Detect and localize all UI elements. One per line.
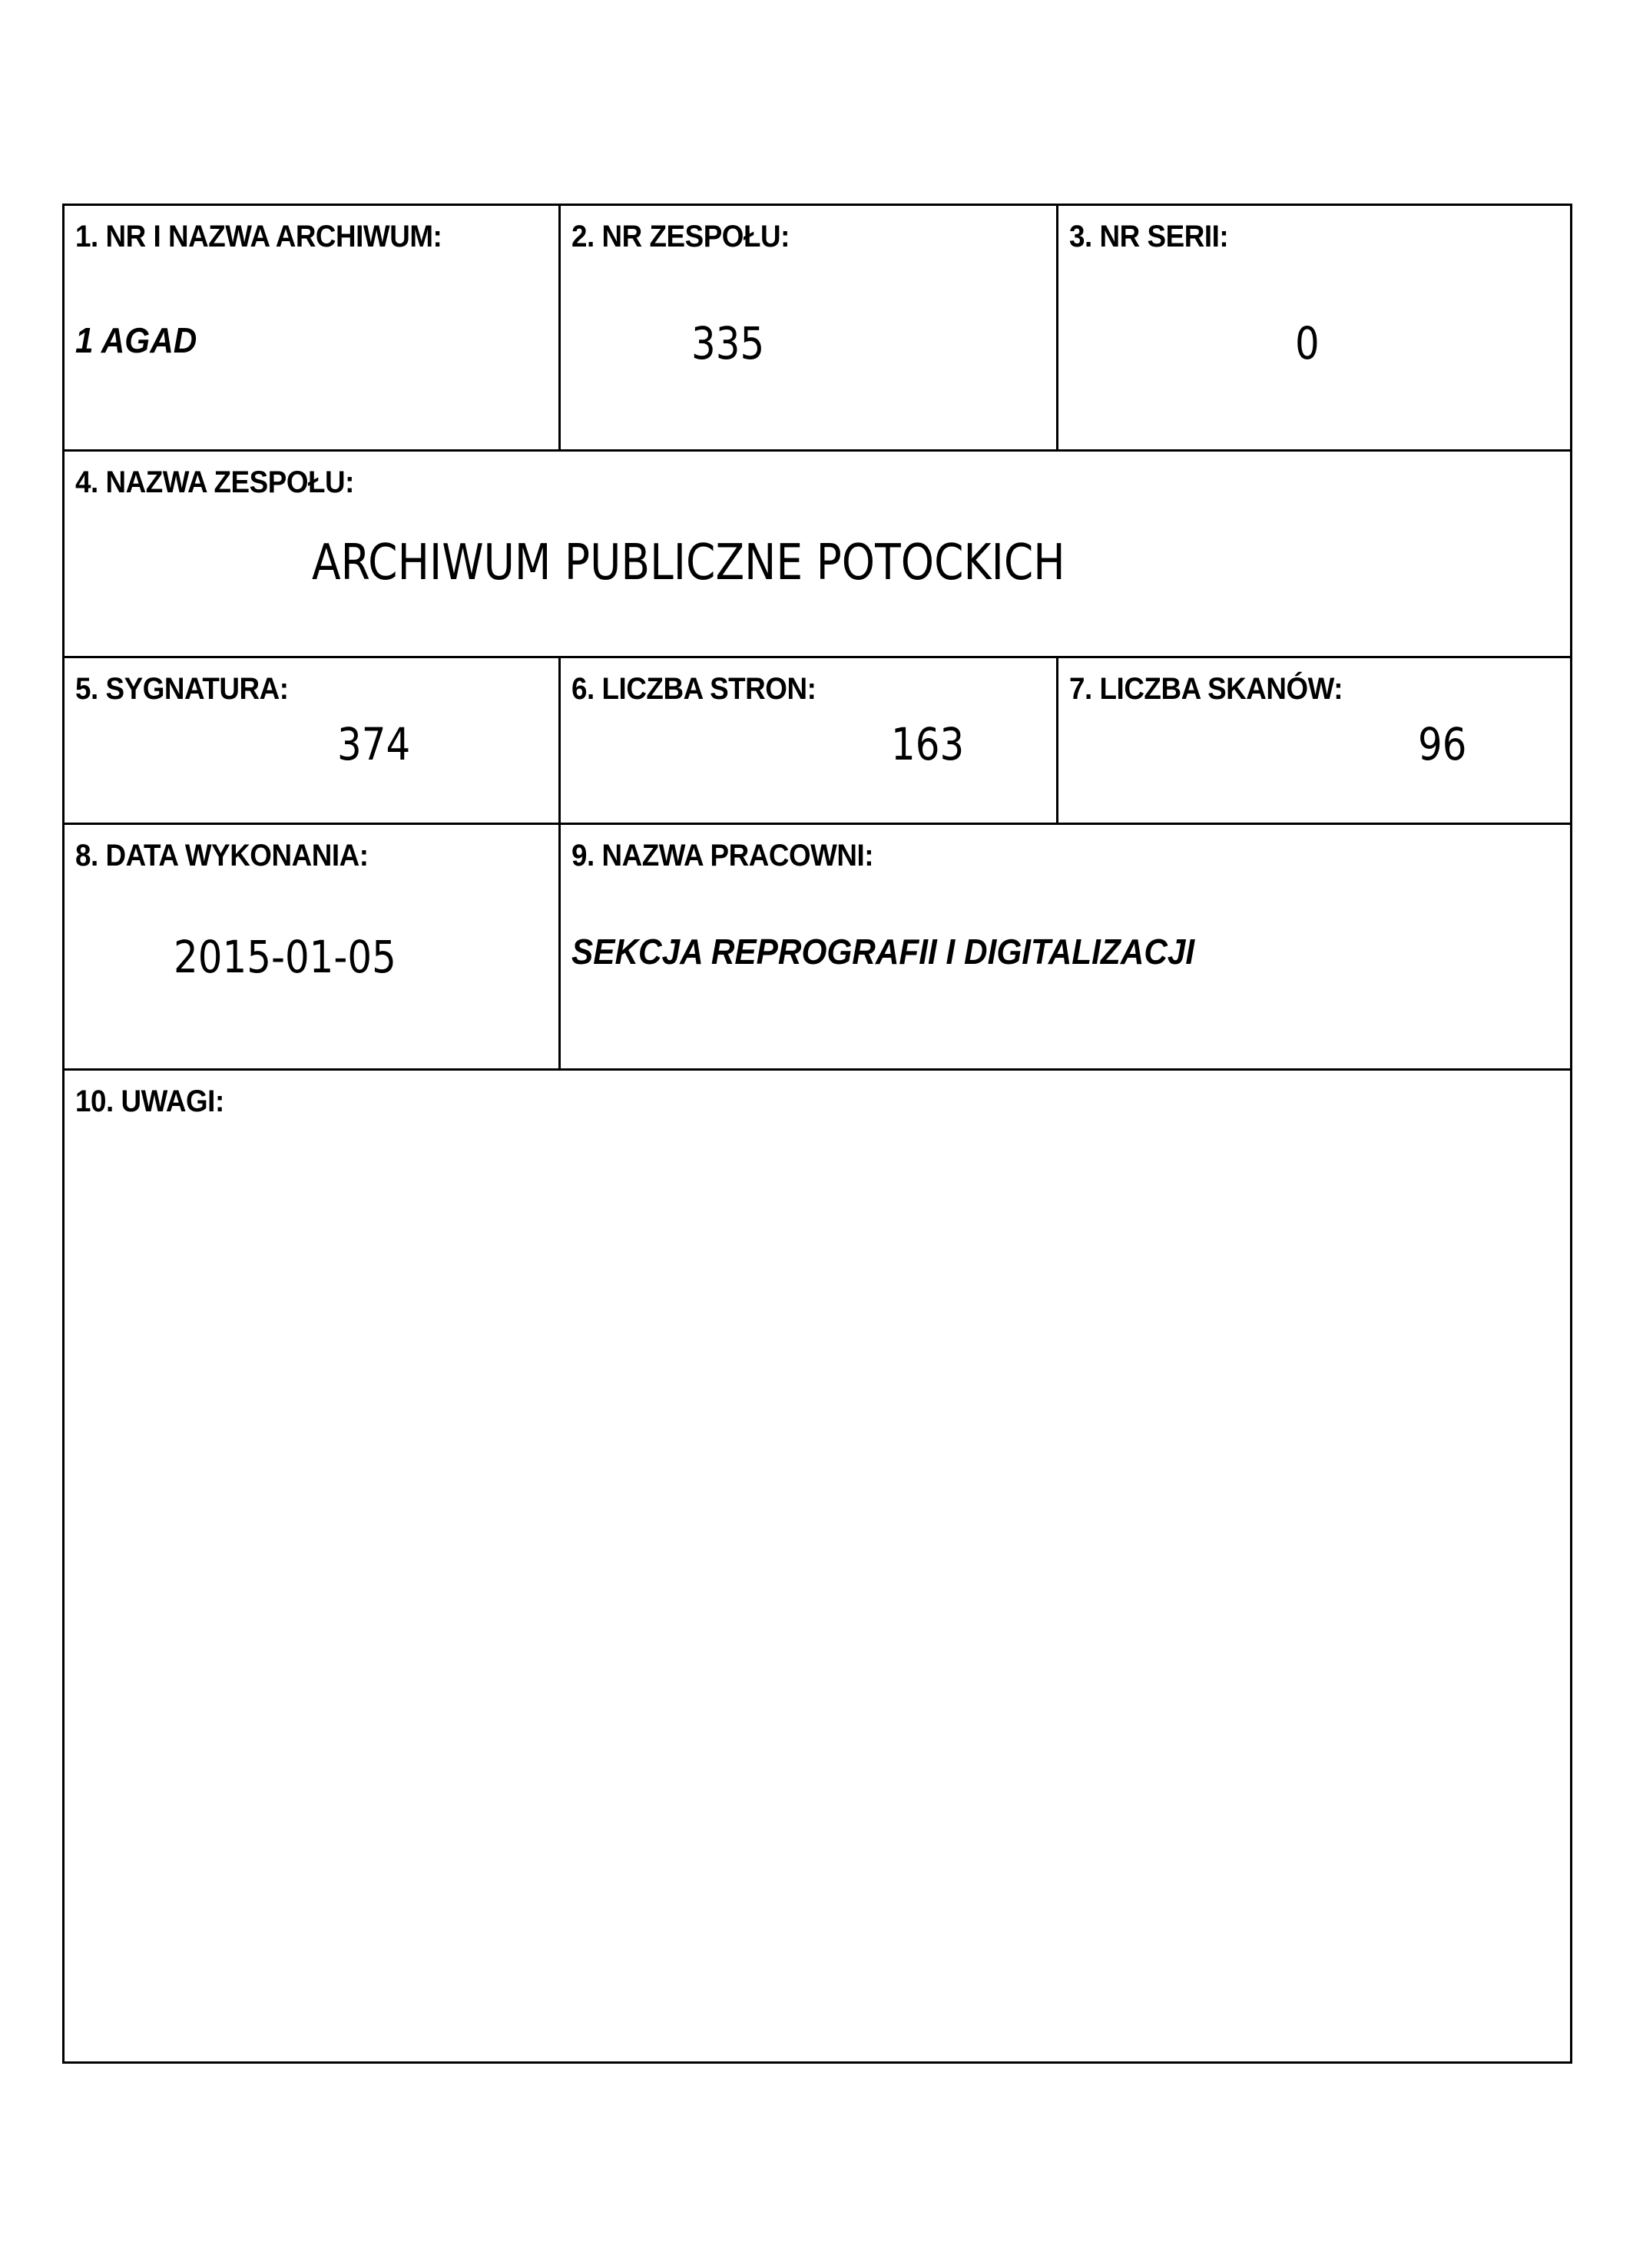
field-label: 8. DATA WYKONANIA: (75, 839, 369, 872)
field-label: 5. SYGNATURA: (75, 672, 289, 706)
field-value: 374 (337, 718, 411, 770)
field-value: 335 (691, 317, 765, 369)
field-value: SEKCJA REPROGRAFII I DIGITALIZACJI (571, 932, 1195, 972)
field-value: 1 AGAD (75, 320, 197, 360)
field-signature (65, 658, 558, 823)
field-label: 10. UWAGI: (75, 1084, 224, 1118)
field-value: 163 (891, 718, 965, 770)
field-remarks (65, 1071, 1570, 2061)
field-fonds-name (65, 452, 1570, 656)
field-value: 96 (1418, 718, 1467, 770)
field-series-number (1058, 206, 1570, 449)
metadata-form (62, 204, 1572, 2064)
field-label: 6. LICZBA STRON: (571, 672, 816, 706)
field-value: 2015-01-05 (174, 931, 396, 983)
field-label: 7. LICZBA SKANÓW: (1069, 672, 1343, 706)
field-workshop (561, 825, 1570, 1068)
field-scan-count (1058, 658, 1570, 823)
field-label: 4. NAZWA ZESPOŁU: (75, 465, 354, 499)
field-value: ARCHIWUM PUBLICZNE POTOCKICH (312, 535, 1065, 591)
field-archive (65, 206, 558, 449)
field-date (65, 825, 558, 1068)
field-label: 1. NR I NAZWA ARCHIWUM: (75, 220, 442, 253)
field-label: 3. NR SERII: (1069, 220, 1229, 253)
field-value: 0 (1295, 317, 1320, 369)
field-fonds-number (561, 206, 1056, 449)
field-label: 9. NAZWA PRACOWNI: (571, 839, 874, 872)
field-label: 2. NR ZESPOŁU: (571, 220, 790, 253)
field-page-count (561, 658, 1056, 823)
